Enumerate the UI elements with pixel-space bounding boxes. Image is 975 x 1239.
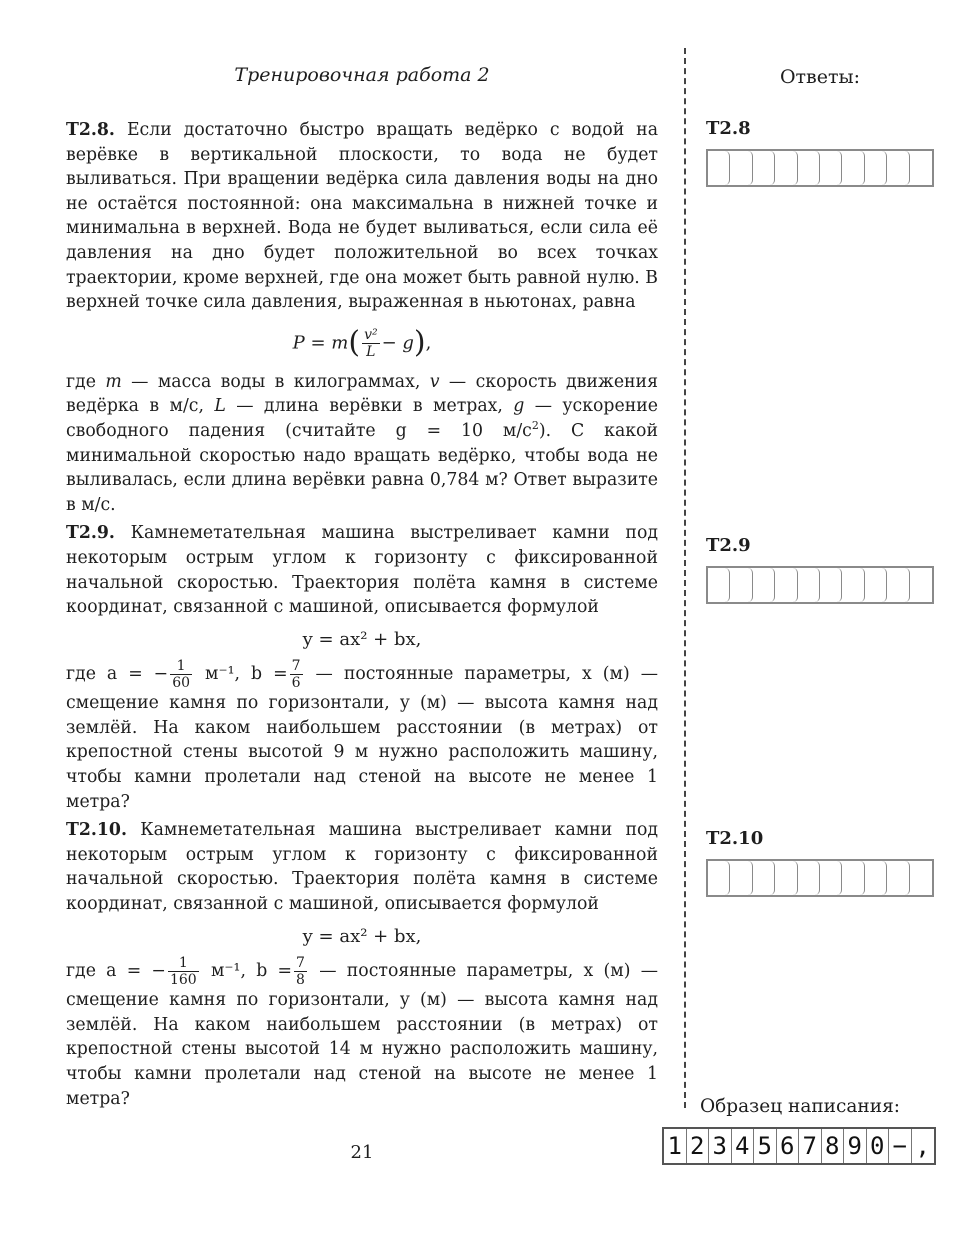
answer-cell[interactable] xyxy=(910,151,932,185)
fraction-denominator: L xyxy=(366,343,376,360)
task-t28-id: Т2.8. xyxy=(66,120,115,140)
answer-cell[interactable] xyxy=(753,861,775,895)
answer-cell[interactable] xyxy=(730,861,752,895)
task-t29-formula: y = ax² + bx, xyxy=(302,628,422,650)
sample-glyph: 7 xyxy=(799,1129,822,1163)
answer-label-t210: Т2.10 xyxy=(706,828,764,849)
answer-cell[interactable] xyxy=(730,568,752,602)
answer-cell[interactable] xyxy=(887,861,909,895)
formula-fraction xyxy=(362,327,380,360)
formula-rest: − g xyxy=(381,332,414,354)
task-t29-text xyxy=(66,521,658,619)
dashed-divider xyxy=(684,48,686,1108)
t210-b-fraction xyxy=(294,955,307,988)
answer-label-t28: Т2.8 xyxy=(706,118,751,139)
answers-title: Ответы: xyxy=(779,66,861,88)
task-t29-id: Т2.9. xyxy=(66,523,115,544)
sample-glyph: 3 xyxy=(709,1129,732,1163)
t28-var-v: v xyxy=(429,371,440,392)
answer-cell[interactable] xyxy=(820,861,842,895)
answer-cell[interactable] xyxy=(842,568,864,602)
answer-cell[interactable] xyxy=(753,151,775,185)
sample-glyph: 5 xyxy=(754,1129,777,1163)
answer-row-t29[interactable] xyxy=(706,566,934,604)
t210-b-den: 8 xyxy=(296,972,305,989)
task-t210-body: Камнеметательная машина выстреливает камни под некоторым острым углом к горизонту с фиксированной начальной скоростью. Траектория полёта камня в системе координат, связанной с машиной, описывается формулой xyxy=(66,820,659,915)
answer-cell[interactable] xyxy=(910,568,932,602)
t210-a-unit: м⁻¹, b = xyxy=(210,961,293,982)
answer-row-t210[interactable] xyxy=(706,859,934,897)
task-t28-text xyxy=(66,118,658,315)
t28-text2b: — масса воды в килограммах, xyxy=(121,371,421,392)
task-t29-body: Камнеметательная машина выстреливает камни под некоторым острым углом к горизонту с фиксированной начальной скоростью. Траектория полёта камня в системе координат, связанной с машиной, описывается формулой xyxy=(66,523,658,618)
tasks-column xyxy=(66,118,658,1111)
sample-glyph: 0 xyxy=(867,1129,890,1163)
t29-b-fraction xyxy=(290,658,303,691)
answer-cell[interactable] xyxy=(708,568,730,602)
answer-cell[interactable] xyxy=(708,151,730,185)
t210-a-fraction xyxy=(168,955,199,988)
sample-glyph: 8 xyxy=(822,1129,845,1163)
sample-glyph: 4 xyxy=(732,1129,755,1163)
sample-glyph: − xyxy=(889,1129,912,1163)
answer-cell[interactable] xyxy=(820,568,842,602)
t210-a-label: где a = − xyxy=(66,961,166,982)
sample-glyph: 9 xyxy=(844,1129,867,1163)
task-t28-body: Если достаточно быстро вращать ведёрко с водой на верёвке в вертикальной плоскости, то вода не будет выливаться. При вращении ведёрка сила давления воды на дно не остаётся постоянной: она максимальна в нижней точке и минимальна в верхней. Вода не будет выливаться, если сила её давления на дно будет положительной во всех точках траектории, кроме верхней, где она может быть равной нулю. В верхней точке сила давления, выраженная в ньютонах, равна xyxy=(66,120,658,313)
answer-cell[interactable] xyxy=(842,861,864,895)
task-t210-text xyxy=(66,818,658,916)
task-t28-formula: P = m( $\frac{\text{v²}}{L}$ − g), xyxy=(292,324,432,360)
t29-a-label: где a = − xyxy=(66,664,169,685)
t210-b-num: 7 xyxy=(296,955,305,972)
t28-text2f: ). С какой минимальной скоростью надо вращать ведёрко, чтобы вода не выливалась, если длина верёвки равна 0,784 м? Ответ выразите в м/с. xyxy=(66,420,658,515)
task-t210-formula: y = ax² + bx, xyxy=(302,925,422,947)
sample-row xyxy=(662,1127,936,1165)
sample-label: Образец написания: xyxy=(700,1096,900,1117)
running-title: Тренировочная работа 2 xyxy=(234,64,490,86)
fraction-numerator: v² xyxy=(364,326,378,343)
answer-cell[interactable] xyxy=(798,861,820,895)
answer-cell[interactable] xyxy=(865,568,887,602)
t29-a-unit: м⁻¹, b = xyxy=(205,664,288,685)
page-number: 21 xyxy=(350,1142,374,1163)
answer-cell[interactable] xyxy=(820,151,842,185)
answer-cell[interactable] xyxy=(865,861,887,895)
t29-a-num: 1 xyxy=(170,658,192,675)
answer-cell[interactable] xyxy=(798,151,820,185)
t28-var-g: g xyxy=(513,396,525,417)
t28-var-m: m xyxy=(105,371,122,392)
t210-text2: — постоянные параметры, x (м) — смещение камня по горизонтали, y (м) — высота камня над землёй. На каком наибольшем расстоянии (в метрах) от крепостной стены высотой 14 м нужно расположить машину, чтобы камни пролетали над стеной на высоте не менее 1 метра? xyxy=(66,961,658,1109)
answer-cell[interactable] xyxy=(798,568,820,602)
answer-cell[interactable] xyxy=(775,151,797,185)
answer-cell[interactable] xyxy=(775,568,797,602)
t28-text2c: — скорость движения ведёрка в м/с, xyxy=(66,371,658,417)
answer-row-t28[interactable] xyxy=(706,149,934,187)
task-t28-text2: где m — масса воды в килограммах, v — скорость движения ведёрка в м/с, L — длина верёвки в метрах, g — ускорение свободного падения (считайте g = 10 $м/с^2$). С какой минимальной скоростью надо вращать ведёрко, чтобы вода не выливалась, если длина верёвки равна 0,784 м? Ответ выразите в м/с. xyxy=(66,371,658,515)
t29-a-den: 60 xyxy=(172,675,191,692)
answer-cell[interactable] xyxy=(887,568,909,602)
t28-var-L: L xyxy=(214,396,226,417)
t29-b-num: 7 xyxy=(291,658,301,675)
formula-lhs: P = m xyxy=(292,332,349,354)
answer-cell[interactable] xyxy=(842,151,864,185)
answer-cell[interactable] xyxy=(708,861,730,895)
answer-cell[interactable] xyxy=(775,861,797,895)
task-t29-text2 xyxy=(66,658,658,814)
answer-cell[interactable] xyxy=(887,151,909,185)
t28-text2d: — длина верёвки в метрах, xyxy=(225,396,503,417)
sample-glyph: 2 xyxy=(687,1129,710,1163)
sample-glyph: , xyxy=(915,1132,930,1160)
answer-cell[interactable] xyxy=(753,568,775,602)
answer-cell[interactable] xyxy=(730,151,752,185)
sample-glyph: 6 xyxy=(777,1129,800,1163)
t28-g-value: g = 10 м/с xyxy=(395,420,532,441)
t29-b-den: 6 xyxy=(291,675,301,692)
t28-text2e: — ускорение свободного падения (считайте xyxy=(66,396,658,441)
answer-cell[interactable] xyxy=(910,861,932,895)
t29-a-fraction xyxy=(170,658,192,691)
task-t210-id: Т2.10. xyxy=(66,820,127,841)
task-t210-text2 xyxy=(66,955,658,1111)
sample-glyph: 1 xyxy=(664,1129,687,1163)
t29-text2: — постоянные параметры, x (м) — смещение камня по горизонтали, y (м) — высота камня над землёй. На каком наибольшем расстоянии (в метрах) от крепостной стены высотой 9 м нужно расположить машину, чтобы камни пролетали над стеной на высоте не менее 1 метра? xyxy=(66,664,659,812)
t210-a-num: 1 xyxy=(168,955,199,972)
answer-cell[interactable] xyxy=(865,151,887,185)
t28-text2a: где xyxy=(66,371,96,392)
t210-a-den: 160 xyxy=(169,972,197,989)
answer-label-t29: Т2.9 xyxy=(706,535,751,556)
